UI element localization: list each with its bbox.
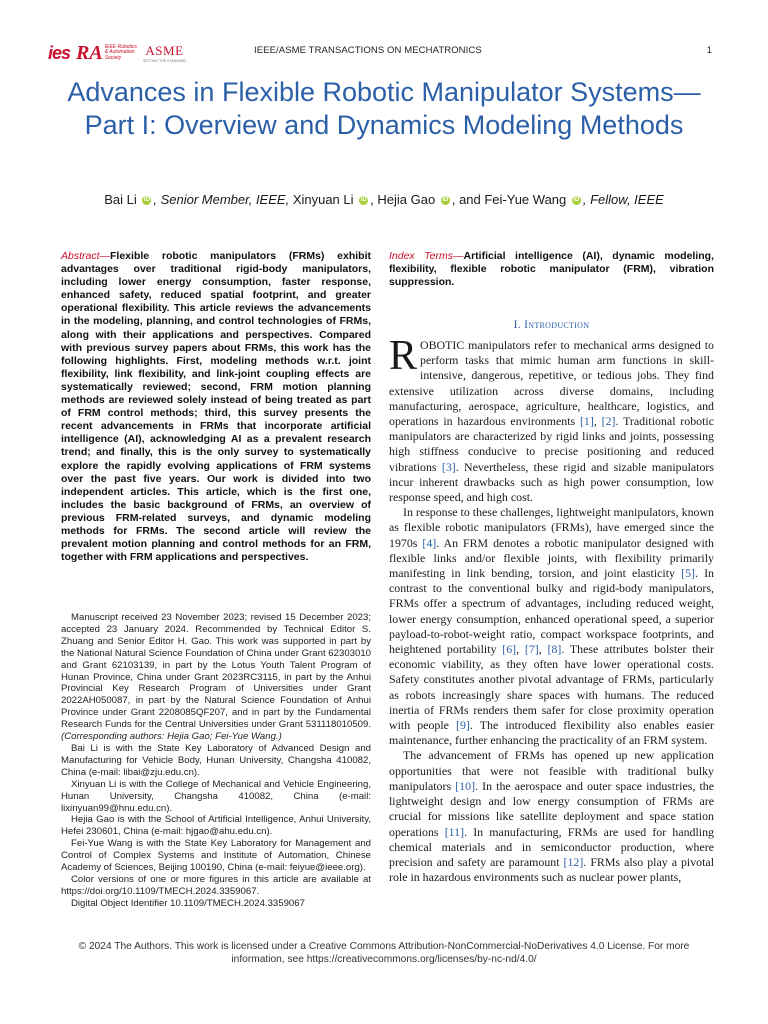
- journal-running-head: IEEE/ASME TRANSACTIONS ON MECHATRONICS: [254, 45, 482, 56]
- citation-link[interactable]: [3]: [441, 459, 456, 474]
- citation-link[interactable]: [5]: [681, 566, 695, 581]
- license-notice: © 2024 The Authors. This work is licensed under a Creative Commons Attribution-NonCommercial-NoDerivatives 4.0 License. For more information, see https://creativecommons.org/licenses/by-nc-nd/4.0/: [78, 941, 690, 965]
- author-name: Bai Li: [104, 192, 137, 207]
- page-number: 1: [706, 45, 712, 56]
- author-name: and Fei-Yue Wang: [459, 192, 567, 207]
- publisher-logos: [48, 40, 186, 66]
- footnote-doi: Digital Object Identifier 10.1109/TMECH.2024.3359067: [71, 897, 305, 909]
- citation-link[interactable]: [2]: [601, 414, 616, 429]
- citation-link[interactable]: [4]: [422, 535, 437, 550]
- footnote-affiliation: Bai Li is with the State Key Laboratory of Advanced Design and Manufacturing for Vehicle Body, Hunan University, Changsha 410082, China (e-mail: libai@zju.edu.cn).: [61, 742, 371, 778]
- page-header: [48, 40, 720, 66]
- footnote-manuscript: Manuscript received 23 November 2023; revised 15 December 2023; accepted 23 January 2024. Recommended by Technical Editor S. Zhuang and Senior Editor H. Gao. This work was supported in part by the National Natural Science Foundation of China under Grant 62303010 and Grant 62103139, in part by the Lotus Youth Talent Program of Hunan Province, China under Grant 2023RC3115, in part by the Anhui Provincial Key Research Program of Universities under Grant 2022AH050087, in part by the Natural Science Foundation of Anhui Province under Grant 2208085QF207, and in part by the Fundamental Research Funds for the Central Universities under Grant 531118010509. (Corresponding authors: Hejia Gao; Fei-Yue Wang.): [61, 612, 371, 743]
- section-heading: I. Introduction: [513, 319, 590, 331]
- ras-logo-mark: RA: [76, 41, 103, 64]
- ras-logo-text: IEEE Robotics & Automation Society: [104, 43, 137, 61]
- asme-logo-tagline: SETTING THE STANDARD: [142, 59, 187, 63]
- index-terms-text: Artificial intelligence (AI), dynamic modeling, flexibility, flexible robotic manipulator (FRM), vibration suppression.: [389, 250, 714, 289]
- citation-link[interactable]: [11]: [444, 824, 465, 839]
- footnote-affiliation: Hejia Gao is with the School of Artificial Intelligence, Anhui University, Hefei 230601, China (e-mail: hjgao@ahu.edu.cn).: [61, 814, 371, 838]
- body-paragraph: In response to these challenges, lightweight manipulators, known as flexible robotic manipulators (FRMs), have emerged since the 1970s [4]. An FRM denotes a robotic manipulator designed with flexible links and/or flexible joints, with flexibility primarily manifesting in link bending, torsion, and joint elasticity [5]. In contrast to the conventional bulky and rigid-body manipulators, FRMs offer a spectrum of advantages, including reduced weight, lower energy consumption, enhanced operational speed, a superior payload-to-robot-weight ratio, compact workspace footprints, and heightened portability [6], [7], [8]. These attributes bolster their economic viability, as they often have lower operational costs. Safety constitutes another pivotal advantage of FRMs, particularly as robots increasingly share spaces with humans. The reduced inertia of FRMs renders them safer for close proximity operation with people [9]. The introduced flexibility also enables easier maintenance, further enhancing the practicality of an FRM system.: [389, 505, 715, 748]
- ies-logo: ies: [48, 42, 71, 63]
- citation-link[interactable]: [1]: [579, 414, 594, 429]
- abstract-label: Abstract—: [61, 250, 111, 262]
- asme-logo-mark: ASME: [145, 43, 184, 58]
- author-name: Xinyuan Li: [292, 192, 354, 207]
- author-name: Hejia Gao: [377, 192, 436, 207]
- abstract: [61, 250, 371, 564]
- abstract-text: Flexible robotic manipulators (FRMs) exhibit advantages over traditional rigid-body manipulators, including lower energy consumption, faster response, enhanced safety, reduced spatial footprint, and greater operational flexibility. This article reviews the advancements in the modeling, planning, and control technologies of FRMs, along with their applications and perspectives. Compared with previous survey papers about FRMs, this work has the following highlights. First, modeling methods w.r.t. joint flexibility, link flexibility, and link-joint coupling effects are systematically reviewed; second, FRM motion planning methods are reviewed solely instead of being treated as part of FRM control methods; third, this survey presents the recent advancements in FRMs that incorporate artificial intelligence (AI), acknowledging AI as a prevalent research trend; and finally, this is the only survey to systematically explore the rapidly evolving applications of FRM systems over the past five years. Our work is divided into two independent articles. This article, which is the first one, includes the basic background of FRMs, an overview of previous FRM-related surveys, and dynamic modeling methods for FRMs. The second article will review the prevalent motion planning and control methods for an FRM, together with FRM applications and perspectives.: [61, 250, 371, 564]
- index-terms-label: Index Terms—: [389, 250, 464, 262]
- citation-link[interactable]: [8]: [547, 642, 562, 657]
- author-list: Bai Li iD , Senior Member, IEEE, Xinyuan Li iD , Hejia Gao iD , and Fei-Yue Wang iD , Fellow, IEEE: [104, 192, 664, 207]
- body-paragraph: The advancement of FRMs has opened up new application opportunities that were not feasible with traditional bulky manipulators [10]. In the aerospace and outer space industries, the lightweight design and low energy consumption of FRMs are crucial for missions like satellite deployment and space station operations [11]. In manufacturing, FRMs are used for handling chemical materials and in semiconductor production, where precision and safety are paramount [12]. FRMs also play a pivotal role in hazardous environments such as nuclear power plants,: [389, 748, 715, 885]
- paper-title: Advances in Flexible Robotic Manipulator Systems—Part I: Overview and Dynamics Modeling Methods: [67, 77, 701, 140]
- introduction-body: [389, 333, 715, 885]
- drop-cap: R: [389, 333, 418, 379]
- citation-link[interactable]: [6]: [502, 642, 517, 657]
- asme-logo: [143, 43, 186, 63]
- ras-logo: [76, 42, 137, 65]
- citation-link[interactable]: [12]: [563, 854, 584, 869]
- orcid-icon[interactable]: iD: [143, 197, 150, 203]
- index-terms: [389, 250, 714, 289]
- orcid-icon[interactable]: iD: [573, 197, 580, 203]
- footnote-corresponding-authors: (Corresponding authors: Hejia Gao; Fei-Yue Wang.): [61, 731, 282, 743]
- citation-link[interactable]: [10]: [455, 778, 476, 793]
- citation-link[interactable]: [9]: [456, 718, 470, 733]
- footnote-affiliation: Fei-Yue Wang is with the State Key Laboratory for Management and Control of Complex Systems and Institute of Automation, Chinese Academy of Sciences, Beijing 100190, China (e-mail: feiyue@ieee.org).: [61, 838, 371, 874]
- orcid-icon[interactable]: iD: [442, 197, 449, 203]
- author-affiliation-grade: , Senior Member, IEEE,: [153, 192, 290, 207]
- body-paragraph: ROBOTIC manipulators refer to mechanical arms designed to perform tasks that mimic human arm functions in skill-intensive, dangerous, repetitive, or tedious jobs. They find extensive utilization across diverse domains, including manufacturing, aerospace, agriculture, healthcare, logistics, and operations in hazardous environments [1], [2]. Traditional robotic manipulators are characterized by rigid links and joints, possessing high stiffness conducive to precise positioning and reduced vibrations [3]. Nevertheless, these rigid and sizable manipulators incur inherent drawbacks such as high power consumption, low response speed, and high cost.: [389, 333, 714, 505]
- citation-link[interactable]: [7]: [524, 642, 539, 657]
- orcid-icon[interactable]: iD: [360, 197, 367, 203]
- footnotes: [61, 612, 371, 910]
- author-affiliation-grade: , Fellow, IEEE: [582, 192, 664, 207]
- footnote-affiliation: Xinyuan Li is with the College of Mechanical and Vehicle Engineering, Hunan University, Changsha 410082, China (e-mail: lixinyuan99@hnu.edu.cn).: [61, 778, 371, 814]
- footnote-color-versions: Color versions of one or more figures in this article are available at https://doi.org/10.1109/TMECH.2024.3359067.: [61, 873, 371, 897]
